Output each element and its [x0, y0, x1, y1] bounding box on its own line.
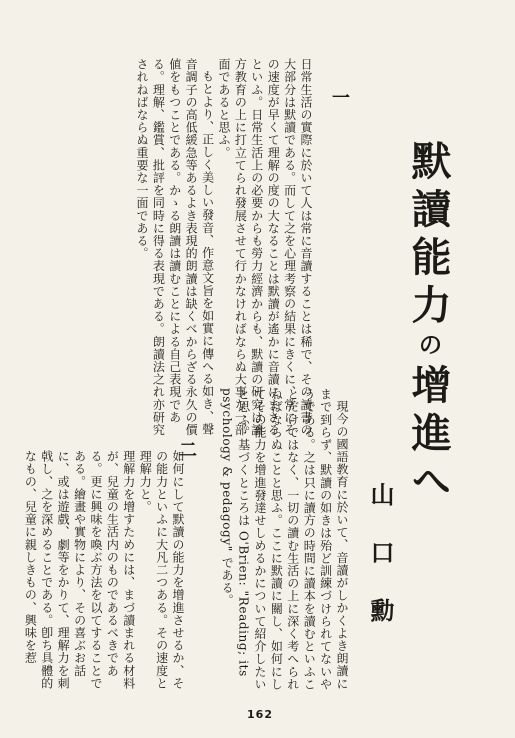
author-name: 山口勳	[366, 482, 395, 656]
article-title	[400, 140, 456, 508]
paragraph: 理解力を增すためには、まづ讀まれる材料が、兒童の生活内のものであるべきである。更に興味を喚ぶ方法を以てすることである。繪畫や實物により、その喜ぶお話に、或は遊戲、劇等をかりて、理解力を刺戟し、之を深めることである。卽ち具體的なもの、兒童に親しきもの、興味を惹	[23, 450, 136, 690]
section-2-text	[23, 450, 186, 693]
section-1-text-bottom	[208, 388, 350, 692]
section-number-2: 二	[176, 440, 197, 458]
title-main: 默讀能力	[405, 140, 452, 332]
paragraph: 如何にして默讀の能力を增進させるか、その能力といふに大凡二つある。その速度と理解力と。	[138, 450, 185, 690]
section-number-1: 一	[329, 88, 350, 106]
paragraph: 日常生活の實際に於いて人は常に音讀することは稀で、その讀書の大部分は默讀である。而して之を心理考察の結果にきくに、常にその速度が早くて理解の度の大なることは默讀が遙かに音讀にまさるといふ。日常生活上の必要からも勞力經濟からも、默讀の研究は讀方教育の上に打立てられ發展させて行かなければならぬ大事な一部面であると思ふ。	[216, 58, 313, 436]
title-end: 增進へ	[405, 364, 452, 508]
page-number: 162	[247, 708, 273, 721]
title-particle: の	[414, 332, 443, 364]
paragraph: もとより、正しく美しい發音、作意文旨を如實に傳へる如き、聲音調子の高低緩急等あるよき表現的朗讀は缺くべからざる永久の價値をもつことである。かゝる朗讀は讀むことによる自己表現である。理解、鑑賞、批評を同時に得る表現である。朗讀法之れ亦研究されねばならぬ重要な一面である。	[134, 58, 215, 436]
paragraph: 現今の國語教育に於いて、音讀がしかくよき朗讀にまで到らず、默讀の如きは殆ど訓練づけられてないやうである。之は只に讀方の時間に讀本を讀むといふことだけではなく、一切の讀む生活の上に深く考へられねばならぬことと思ふ。ここに默讀に關し、如何にしてその能力を增進發達せしめるかについて紹介したいと思ふ。基づくところは O'Brien: "Reading; its psychology & pedagogy" である。	[220, 388, 349, 691]
section-1-text-top	[82, 58, 314, 436]
